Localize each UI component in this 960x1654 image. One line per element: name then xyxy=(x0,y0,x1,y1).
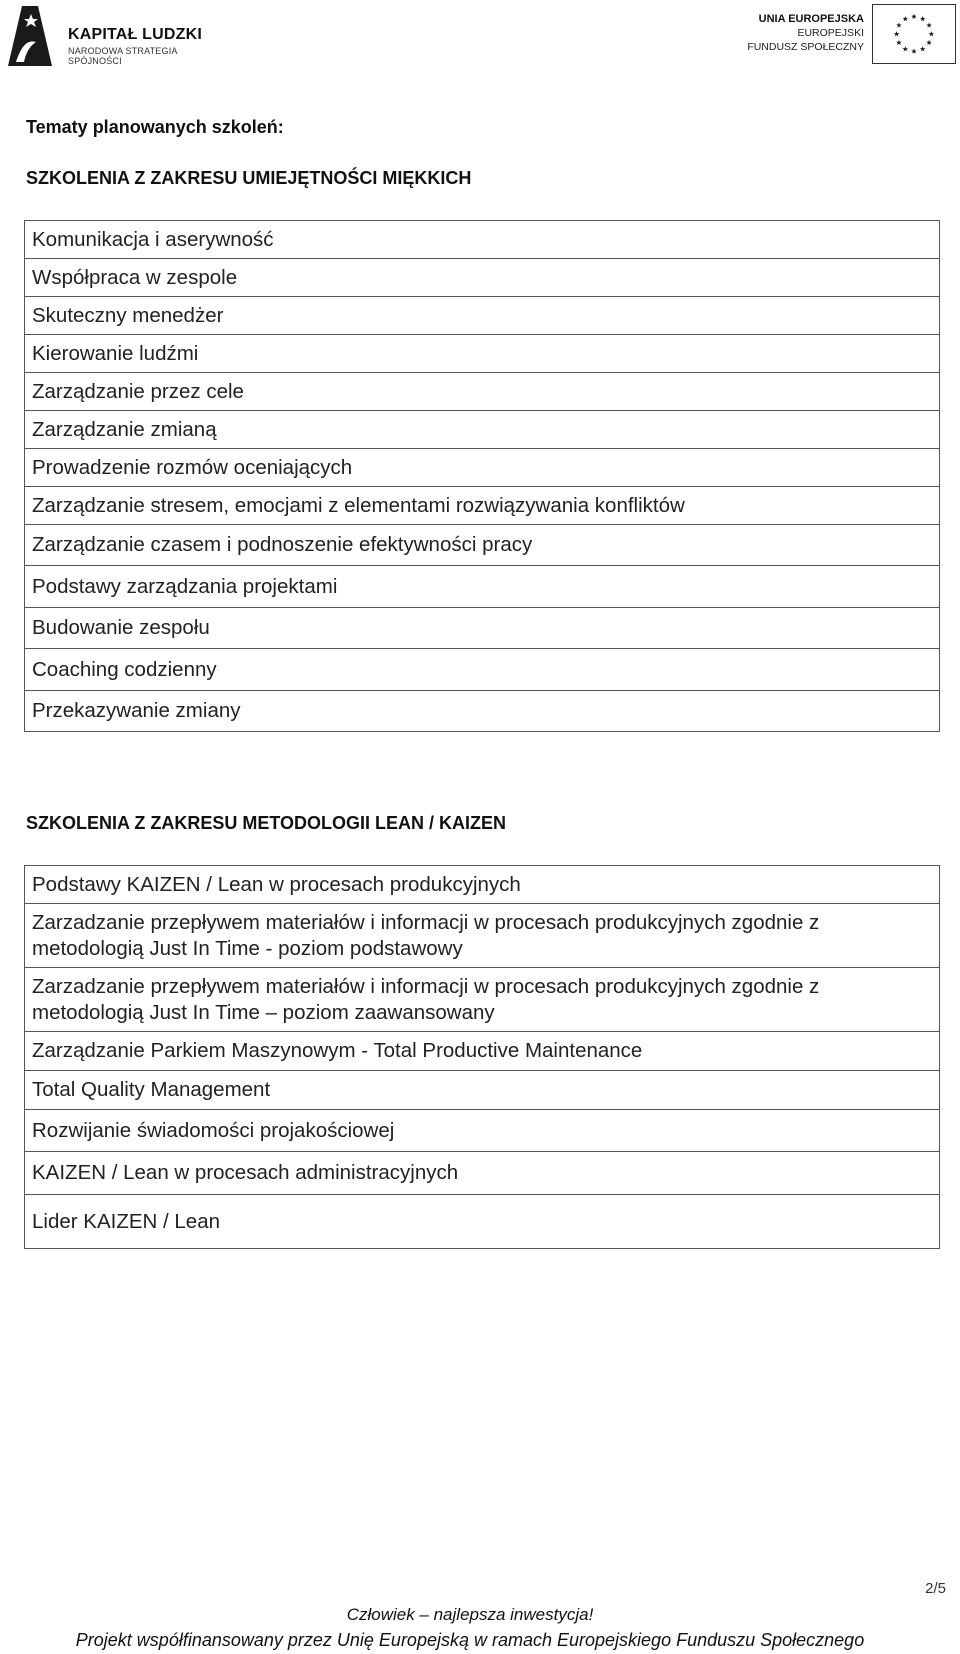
table-row xyxy=(25,1110,940,1152)
eu-star-icon xyxy=(896,22,902,27)
table-row xyxy=(25,487,940,525)
table-row xyxy=(25,259,940,297)
lean-heading: SZKOLENIA Z ZAKRESU METODOLOGII LEAN / KAIZEN xyxy=(26,813,507,833)
table-cell: Total Quality Management xyxy=(25,1071,940,1110)
table-cell: Zarządzanie stresem, emocjami z elementami rozwiązywania konfliktów xyxy=(25,487,940,525)
table-cell: Zarządzanie czasem i podnoszenie efektywności pracy xyxy=(25,525,940,566)
lean-kaizen-table xyxy=(24,865,940,1249)
table-row xyxy=(25,904,940,968)
eu-star-icon xyxy=(896,40,902,45)
table-row xyxy=(25,691,940,732)
eu-star-icon xyxy=(903,16,909,21)
table-cell: Podstawy zarządzania projektami xyxy=(25,566,940,608)
table-cell: KAIZEN / Lean w procesach administracyjnych xyxy=(25,1152,940,1195)
kapital-ludzki-emblem-icon xyxy=(8,4,54,70)
soft-skills-heading: SZKOLENIA Z ZAKRESU UMIEJĘTNOŚCI MIĘKKICH xyxy=(26,168,472,188)
eu-logo-line1: UNIA EUROPEJSKA xyxy=(758,13,864,25)
table-row xyxy=(25,221,940,259)
table-row xyxy=(25,1152,940,1195)
table-cell: Zarzadzanie przepływem materiałów i informacji w procesach produkcyjnych zgodnie z metodologią Just In Time - poziom podstawowy xyxy=(25,904,940,968)
table-cell: Prowadzenie rozmów oceniających xyxy=(25,449,940,487)
page-number: 2/5 xyxy=(925,1580,946,1597)
table-cell: Skuteczny menedżer xyxy=(25,297,940,335)
table-cell: Rozwijanie świadomości projakościowej xyxy=(25,1110,940,1152)
eu-star-icon xyxy=(926,22,932,27)
eu-star-icon xyxy=(929,31,935,36)
eu-logo xyxy=(716,4,956,66)
eu-flag-icon xyxy=(872,4,956,64)
table-row xyxy=(25,1071,940,1110)
table-row xyxy=(25,1195,940,1249)
table-cell: Zarządzanie zmianą xyxy=(25,411,940,449)
eu-star-icon xyxy=(894,31,900,36)
table-row xyxy=(25,968,940,1032)
eu-logo-line3: FUNDUSZ SPOŁECZNY xyxy=(747,41,864,53)
table-row xyxy=(25,1032,940,1071)
kapital-ludzki-name: KAPITAŁ LUDZKI xyxy=(68,26,203,43)
eu-star-icon xyxy=(920,46,926,51)
table-cell: Kierowanie ludźmi xyxy=(25,335,940,373)
table-cell: Zarządzanie przez cele xyxy=(25,373,940,411)
table-row xyxy=(25,649,940,691)
table-row xyxy=(25,525,940,566)
table-cell: Przekazywanie zmiany xyxy=(25,691,940,732)
table-cell: Zarzadzanie przepływem materiałów i informacji w procesach produkcyjnych zgodnie z metodologią Just In Time – poziom zaawansowany xyxy=(25,968,940,1032)
table-cell: Budowanie zespołu xyxy=(25,608,940,649)
table-cell: Komunikacja i aserywność xyxy=(25,221,940,259)
table-row xyxy=(25,566,940,608)
eu-star-icon xyxy=(911,49,917,54)
table-row xyxy=(25,449,940,487)
eu-star-icon xyxy=(920,16,926,21)
table-row xyxy=(25,335,940,373)
kapital-ludzki-logo xyxy=(8,4,218,70)
footer-slogan: Człowiek – najlepsza inwestycja! xyxy=(346,1605,594,1624)
table-cell: Coaching codzienny xyxy=(25,649,940,691)
eu-logo-text xyxy=(747,12,864,54)
topics-heading: Tematy planowanych szkoleń: xyxy=(26,117,284,137)
table-row xyxy=(25,866,940,904)
table-cell: Podstawy KAIZEN / Lean w procesach produkcyjnych xyxy=(25,866,940,904)
eu-star-icon xyxy=(911,14,917,19)
table-row xyxy=(25,608,940,649)
table-row xyxy=(25,297,940,335)
footer-cofinancing-note: Projekt współfinansowany przez Unię Europejską w ramach Europejskiego Funduszu Społecznego xyxy=(75,1630,865,1650)
kapital-ludzki-subtitle: NARODOWA STRATEGIA SPÓJNOŚCI xyxy=(68,46,178,66)
eu-star-icon xyxy=(926,40,932,45)
eu-star-icon xyxy=(903,46,909,51)
soft-skills-table xyxy=(24,220,940,732)
table-cell: Lider KAIZEN / Lean xyxy=(25,1195,940,1249)
eu-logo-line2: EUROPEJSKI xyxy=(797,27,864,39)
table-row xyxy=(25,373,940,411)
table-cell: Współpraca w zespole xyxy=(25,259,940,297)
table-cell: Zarządzanie Parkiem Maszynowym - Total Productive Maintenance xyxy=(25,1032,940,1071)
table-row xyxy=(25,411,940,449)
